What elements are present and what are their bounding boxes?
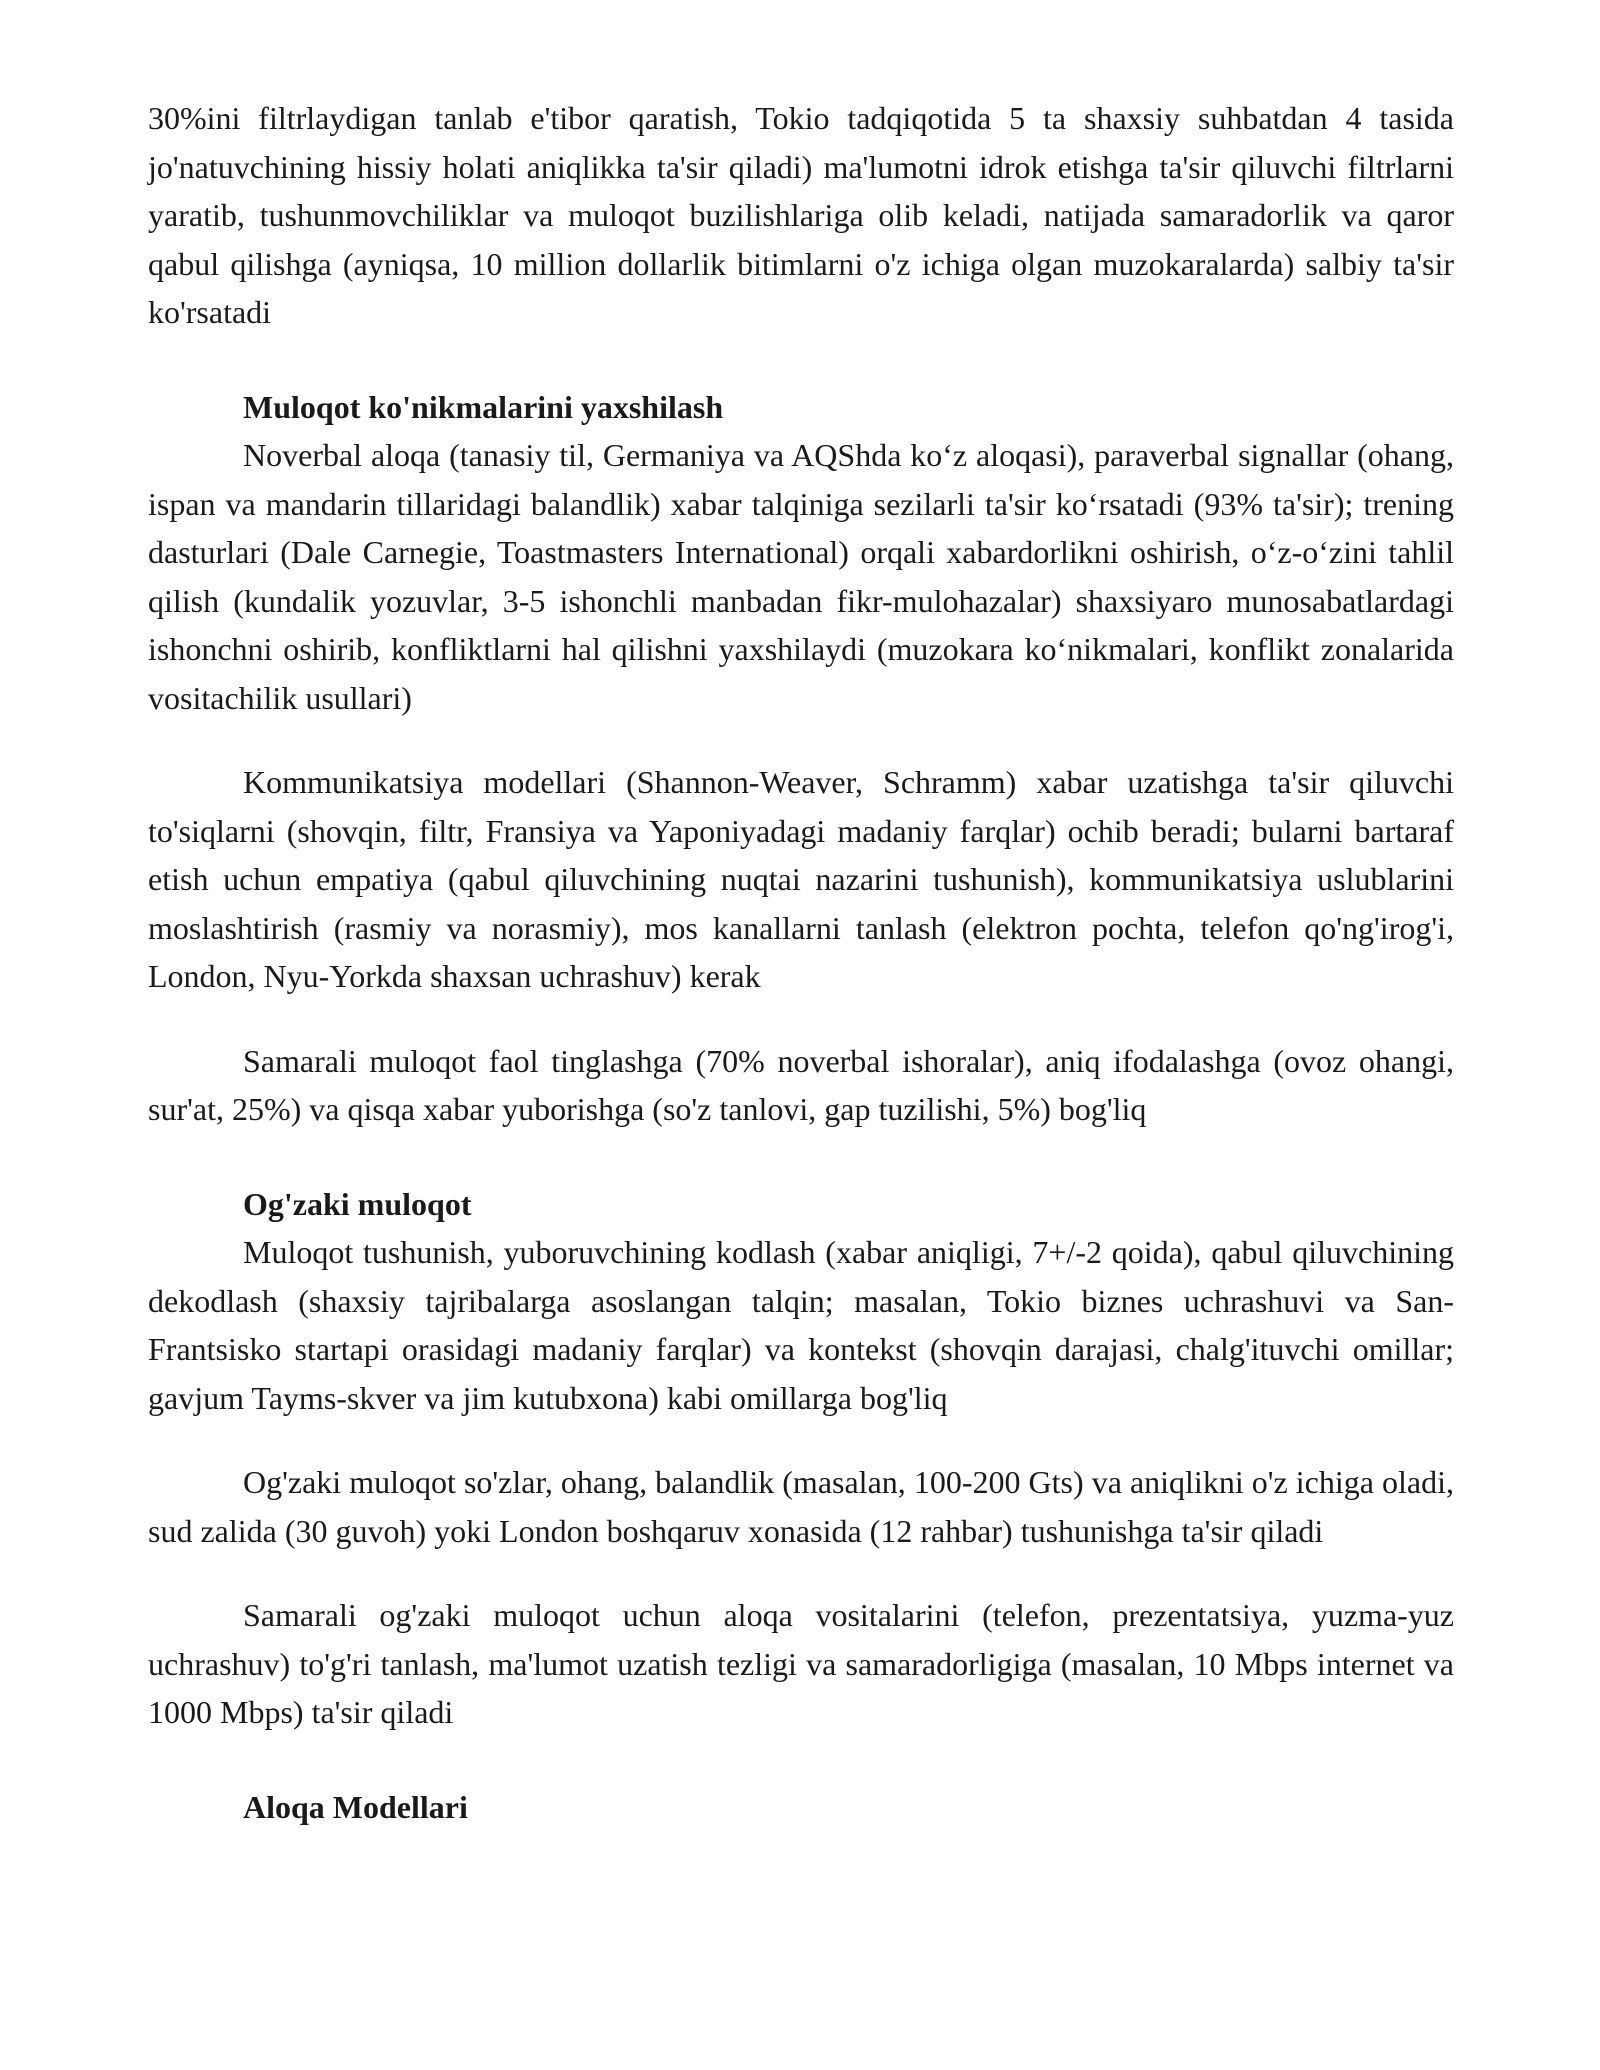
paragraph-verbal-elements: Og'zaki muloqot so'zlar, ohang, balandlik (masalan, 100-200 Gts) va aniqlikni o'z ichiga oladi, sud zalida (30 guvoh) yoki London boshqaruv xonasida (12 rahbar) tushunishga ta'sir qiladi (148, 1464, 1454, 1549)
paragraph-continuation: 30%ini filtrlaydigan tanlab e'tibor qaratish, Tokio tadqiqotida 5 ta shaxsiy suhbatdan 4 tasida jo'natuvchining hissiy holati aniqlikka ta'sir qiladi) ma'lumotni idrok etishga ta'sir qiluvchi filtrlarni yaratib, tushunmovchiliklar va muloqot buzilishlariga olib keladi, natijada samaradorlik va qaror qabul qilishga (ayniqsa, 10 million dollarlik bitimlarni o'z ichiga olgan muzokaralarda) salbiy ta'sir ko'rsatadi (148, 100, 1454, 330)
paragraph-nonverbal: Noverbal aloqa (tanasiy til, Germaniya va AQShda koʻz aloqasi), paraverbal signallar (ohang, ispan va mandarin tillaridagi balandlik) xabar talqiniga sezilarli ta'sir koʻrsatadi (93% ta'sir); trening dasturlari (Dale Carnegie, Toastmasters International) orqali xabardorlikni oshirish, oʻz-oʻzini tahlil qilish (kundalik yozuvlar, 3-5 ishonchli manbadan fikr-mulohazalar) shaxsiyaro munosabatlardagi ishonchni oshirib, konfliktlarni hal qilishni yaxshilaydi (muzokara koʻnikmalari, konflikt zonalarida vositachilik usullari) (148, 437, 1454, 716)
section-heading-verbal-communication: Og'zaki muloqot (243, 1185, 472, 1222)
paragraph-encoding-decoding: Muloqot tushunish, yuboruvchining kodlash (xabar aniqligi, 7+/-2 qoida), qabul qiluvchining dekodlash (shaxsiy tajribalarga asoslangan talqin; masalan, Tokio biznes uchrashuvi va San-Frantsisko startapi orasidagi madaniy farqlar) va kontekst (shovqin darajasi, chalg'ituvchi omillar; gavjum Tayms-skver va jim kutubxona) kabi omillarga bog'liq (148, 1234, 1454, 1416)
paragraph-communication-channels: Samarali og'zaki muloqot uchun aloqa vositalarini (telefon, prezentatsiya, yuzma-yuz uchrashuv) to'g'ri tanlash, ma'lumot uzatish tezligi va samaradorligiga (masalan, 10 Mbps internet va 1000 Mbps) ta'sir qiladi (148, 1597, 1454, 1730)
section-heading-communication-models: Aloqa Modellari (243, 1788, 468, 1825)
section-heading-communication-skills: Muloqot ko'nikmalarini yaxshilash (243, 388, 724, 425)
paragraph-effective-communication: Samarali muloqot faol tinglashga (70% noverbal ishoralar), aniq ifodalashga (ovoz ohangi, sur'at, 25%) va qisqa xabar yuborishga (so'z tanlovi, gap tuzilishi, 5%) bog'liq (148, 1042, 1454, 1127)
paragraph-communication-models: Kommunikatsiya modellari (Shannon-Weaver, Schramm) xabar uzatishga ta'sir qiluvchi to'siqlarni (shovqin, filtr, Fransiya va Yaponiyadagi madaniy farqlar) ochib beradi; bularni bartaraf etish uchun empatiya (qabul qiluvchining nuqtai nazarini tushunish), kommunikatsiya uslublarini moslashtirish (rasmiy va norasmiy), mos kanallarni tanlash (elektron pochta, telefon qo'ng'irog'i, London, Nyu-Yorkda shaxsan uchrashuv) kerak (148, 764, 1454, 994)
document-page (148, 94, 1454, 1831)
